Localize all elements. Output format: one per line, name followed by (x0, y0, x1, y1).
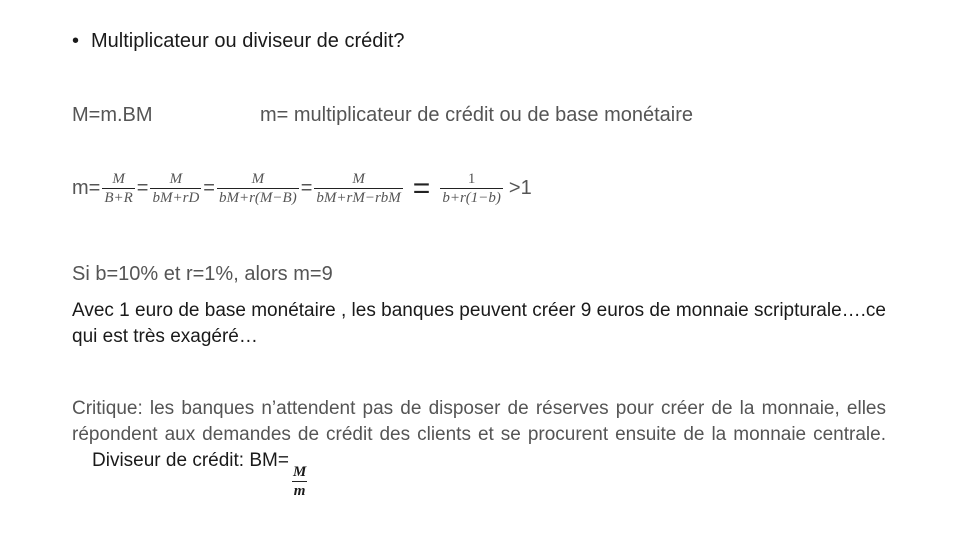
equation-lhs: m= (72, 177, 101, 199)
divisor-denominator: m (293, 483, 306, 499)
fraction-5 (440, 170, 503, 207)
bullet-marker: • (72, 30, 80, 52)
fraction-5-denominator: b+r(1−b) (442, 190, 501, 206)
fraction-1-numerator: M (112, 171, 125, 187)
fraction-1-denominator: B+R (104, 190, 133, 206)
divisor-label: Diviseur de crédit: BM= (92, 450, 289, 471)
multiplier-description: m= multiplicateur de crédit ou de base monétaire (260, 104, 694, 126)
bullet-title-line (72, 30, 405, 53)
fraction-2-denominator: bM+rD (152, 190, 200, 206)
fraction-1 (102, 170, 134, 207)
fraction-2 (150, 170, 201, 207)
equals-sign-2: = (203, 177, 215, 199)
multiplier-equation (72, 170, 532, 207)
fraction-2-numerator: M (169, 171, 183, 187)
equals-sign-4: = (412, 171, 431, 205)
fraction-4 (314, 170, 402, 207)
critique-text: Critique: les banques n’attendent pas de disposer de réserves pour créer de la monnaie, elles répondent aux demandes de crédit des clients et se procurent ensuite de la monnaie centrale. (72, 398, 886, 445)
example-text: Si b=10% et r=1%, alors m=9 (72, 263, 333, 285)
fraction-4-denominator: bM+rM−rbM (316, 190, 401, 206)
fraction-3-numerator: M (251, 171, 265, 187)
divisor-numerator: M (292, 464, 307, 480)
interpretation-paragraph: Avec 1 euro de base monétaire , les banques peuvent créer 9 euros de monnaie scripturale….ce qui est très exagéré… (72, 300, 886, 347)
formula-definition: M=m.BM (72, 104, 153, 126)
equation-result: >1 (508, 177, 532, 199)
equals-sign-1: = (136, 177, 149, 199)
fraction-3-denominator: bM+r(M−B) (218, 190, 297, 206)
critique-paragraph (72, 396, 886, 500)
fraction-3 (217, 170, 299, 207)
equals-sign-3: = (300, 177, 313, 199)
slide-title: Multiplicateur ou diviseur de crédit? (91, 30, 405, 52)
fraction-4-numerator: M (352, 171, 365, 187)
fraction-5-numerator: 1 (467, 171, 476, 187)
divisor-fraction (291, 463, 308, 500)
